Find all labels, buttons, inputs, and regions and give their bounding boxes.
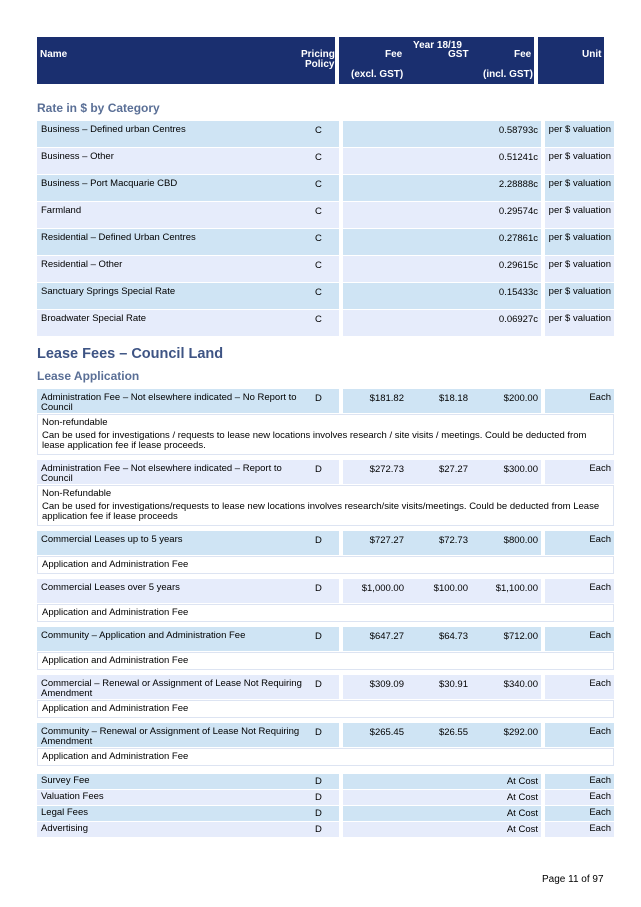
note-detail: Can be used for investigations / requests to lease new locations involves research / site visits / meetings. Could be deducted from lease application fee if lease proceeds.: [42, 430, 587, 451]
row-name: Commercial Leases over 5 years: [37, 579, 315, 603]
row-pricing-policy: D: [315, 822, 339, 837]
row-fee-excl: $181.82: [343, 389, 404, 413]
row-unit: Each: [545, 675, 614, 699]
row-name: Commercial Leases up to 5 years: [37, 531, 315, 555]
row-name: Community – Application and Administration Fee: [37, 627, 315, 651]
row-fee-excl: $647.27: [343, 627, 404, 651]
table-row: [37, 627, 614, 651]
table-row: [37, 675, 614, 699]
row-fee-incl: 0.27861c: [468, 229, 541, 255]
row-fee-incl: 2.28888c: [468, 175, 541, 201]
row-gst: [404, 148, 468, 174]
row-fee-incl: $200.00: [468, 389, 541, 413]
row-fee-incl: At Cost: [468, 774, 541, 789]
row-pricing-policy: D: [315, 675, 339, 699]
row-name: Administration Fee – Not elsewhere indicated – Report to Council: [37, 460, 315, 484]
row-unit: per $ valuation: [545, 229, 614, 255]
row-fee-excl: [343, 202, 404, 228]
row-unit: per $ valuation: [545, 175, 614, 201]
row-fee-incl: 0.51241c: [468, 148, 541, 174]
row-name: Community – Renewal or Assignment of Lease Not Requiring Amendment: [37, 723, 315, 747]
table-row: [37, 202, 614, 228]
row-unit: per $ valuation: [545, 148, 614, 174]
rates-table: [37, 120, 614, 337]
row-unit: per $ valuation: [545, 283, 614, 309]
row-pricing-policy: C: [315, 256, 339, 282]
note-detail: Can be used for investigations/requests to lease new locations involves research/site visits/meetings. Could be deducted from Lease application fee if lease proceeds: [42, 501, 600, 522]
row-gst: [404, 202, 468, 228]
row-unit: Each: [545, 627, 614, 651]
note-line: Non-Refundable: [42, 488, 112, 499]
row-pricing-policy: D: [315, 774, 339, 789]
table-row: [37, 723, 614, 747]
row-gst: [404, 229, 468, 255]
row-unit: per $ valuation: [545, 256, 614, 282]
row-fee-excl: [343, 229, 404, 255]
table-row: [37, 806, 614, 821]
cost-table: [37, 773, 614, 838]
row-pricing-policy: D: [315, 806, 339, 821]
row-pricing-policy: D: [315, 531, 339, 555]
row-unit: per $ valuation: [545, 121, 614, 147]
row-pricing-policy: C: [315, 310, 339, 336]
row-gst: [404, 822, 468, 837]
table-row: [37, 389, 614, 413]
row-name: Valuation Fees: [37, 790, 315, 805]
row-name: Residential – Other: [37, 256, 315, 282]
row-name: Farmland: [37, 202, 315, 228]
row-name: Advertising: [37, 822, 315, 837]
row-fee-incl: $800.00: [468, 531, 541, 555]
row-pricing-policy: C: [315, 148, 339, 174]
row-gst: [404, 310, 468, 336]
table-row: [37, 229, 614, 255]
table-row: [37, 175, 614, 201]
row-fee-excl: [343, 310, 404, 336]
row-note: [37, 485, 614, 526]
header-fee: Fee: [385, 49, 403, 60]
row-unit: Each: [545, 790, 614, 805]
table-row: [37, 121, 614, 147]
row-fee-incl: 0.29574c: [468, 202, 541, 228]
row-fee-excl: [343, 822, 404, 837]
row-fee-incl: At Cost: [468, 790, 541, 805]
header-pricing: Pricing: [301, 49, 335, 60]
note-line: Non-refundable: [42, 417, 108, 428]
header-gst: GST: [448, 49, 469, 60]
row-pricing-policy: C: [315, 229, 339, 255]
table-row: [37, 310, 614, 336]
row-unit: Each: [545, 723, 614, 747]
row-note: [37, 556, 614, 574]
row-unit: Each: [545, 579, 614, 603]
row-gst: [404, 121, 468, 147]
row-fee-excl: [343, 806, 404, 821]
note-line: Application and Administration Fee: [42, 559, 189, 570]
row-fee-incl: $1,100.00: [468, 579, 541, 603]
row-pricing-policy: C: [315, 202, 339, 228]
row-name: Business – Defined urban Centres: [37, 121, 315, 147]
row-note: [37, 414, 614, 455]
row-note: [37, 652, 614, 670]
row-name: Survey Fee: [37, 774, 315, 789]
row-name: Business – Port Macquarie CBD: [37, 175, 315, 201]
table-row: [37, 256, 614, 282]
row-pricing-policy: D: [315, 579, 339, 603]
row-name: Business – Other: [37, 148, 315, 174]
row-note: [37, 604, 614, 622]
note-line: Application and Administration Fee: [42, 703, 189, 714]
row-fee-excl: [343, 283, 404, 309]
row-name: Administration Fee – Not elsewhere indicated – No Report to Council: [37, 389, 315, 413]
row-gst: [404, 175, 468, 201]
header-name: Name: [40, 49, 68, 60]
table-row: [37, 283, 614, 309]
row-gst: $64.73: [404, 627, 468, 651]
table-row: [37, 148, 614, 174]
row-pricing-policy: C: [315, 175, 339, 201]
page-number: Page 11 of 97: [542, 874, 604, 885]
row-pricing-policy: D: [315, 790, 339, 805]
row-gst: $27.27: [404, 460, 468, 484]
row-pricing-policy: D: [315, 460, 339, 484]
table-row: [37, 531, 614, 555]
row-unit: per $ valuation: [545, 310, 614, 336]
row-fee-incl: 0.58793c: [468, 121, 541, 147]
row-fee-incl: $300.00: [468, 460, 541, 484]
note-line: Application and Administration Fee: [42, 607, 189, 618]
header-excl: (excl. GST): [351, 69, 404, 80]
row-fee-incl: $340.00: [468, 675, 541, 699]
row-gst: $100.00: [404, 579, 468, 603]
table-row: [37, 460, 614, 484]
row-name: Commercial – Renewal or Assignment of Lease Not Requiring Amendment: [37, 675, 315, 699]
lease-table: [37, 388, 614, 771]
row-note: [37, 748, 614, 766]
row-gst: $72.73: [404, 531, 468, 555]
section-subtitle-lease-application: Lease Application: [37, 369, 140, 383]
row-fee-excl: [343, 256, 404, 282]
row-fee-excl: [343, 175, 404, 201]
row-fee-incl: 0.15433c: [468, 283, 541, 309]
row-unit: per $ valuation: [545, 202, 614, 228]
note-line: Application and Administration Fee: [42, 655, 189, 666]
row-unit: Each: [545, 822, 614, 837]
table-row: [37, 774, 614, 789]
row-name: Legal Fees: [37, 806, 315, 821]
row-fee-excl: $265.45: [343, 723, 404, 747]
row-fee-excl: $272.73: [343, 460, 404, 484]
row-fee-excl: [343, 790, 404, 805]
row-fee-excl: $1,000.00: [343, 579, 404, 603]
header-unit: Unit: [582, 49, 602, 60]
row-unit: Each: [545, 774, 614, 789]
row-gst: [404, 283, 468, 309]
row-gst: [404, 774, 468, 789]
row-unit: Each: [545, 806, 614, 821]
row-unit: Each: [545, 460, 614, 484]
row-gst: $26.55: [404, 723, 468, 747]
row-pricing-policy: D: [315, 723, 339, 747]
note-line: Application and Administration Fee: [42, 751, 189, 762]
row-pricing-policy: D: [315, 627, 339, 651]
row-fee-incl: 0.06927c: [468, 310, 541, 336]
row-name: Residential – Defined Urban Centres: [37, 229, 315, 255]
row-gst: $30.91: [404, 675, 468, 699]
table-row: [37, 579, 614, 603]
table-header: [37, 37, 604, 84]
row-pricing-policy: D: [315, 389, 339, 413]
row-fee-excl: [343, 148, 404, 174]
row-fee-incl: $712.00: [468, 627, 541, 651]
row-name: Broadwater Special Rate: [37, 310, 315, 336]
section-title-rates: Rate in $ by Category: [37, 101, 160, 115]
row-fee-excl: [343, 774, 404, 789]
fee-schedule-page: [37, 37, 611, 838]
row-gst: [404, 790, 468, 805]
section-title-lease: Lease Fees – Council Land: [37, 346, 224, 362]
row-name: Sanctuary Springs Special Rate: [37, 283, 315, 309]
table-row: [37, 822, 614, 837]
row-fee-excl: [343, 121, 404, 147]
row-fee-excl: $727.27: [343, 531, 404, 555]
row-pricing-policy: C: [315, 283, 339, 309]
row-unit: Each: [545, 389, 614, 413]
row-fee-excl: $309.09: [343, 675, 404, 699]
header-fee-incl: Fee: [514, 49, 532, 60]
header-incl: (incl. GST): [483, 69, 533, 80]
row-fee-incl: 0.29615c: [468, 256, 541, 282]
row-unit: Each: [545, 531, 614, 555]
row-fee-incl: At Cost: [468, 806, 541, 821]
row-fee-incl: $292.00: [468, 723, 541, 747]
header-policy: Policy: [305, 59, 335, 70]
header-year: Year 18/19: [413, 40, 462, 51]
row-fee-incl: At Cost: [468, 822, 541, 837]
table-row: [37, 790, 614, 805]
row-gst: [404, 256, 468, 282]
row-pricing-policy: C: [315, 121, 339, 147]
row-gst: $18.18: [404, 389, 468, 413]
row-gst: [404, 806, 468, 821]
row-note: [37, 700, 614, 718]
